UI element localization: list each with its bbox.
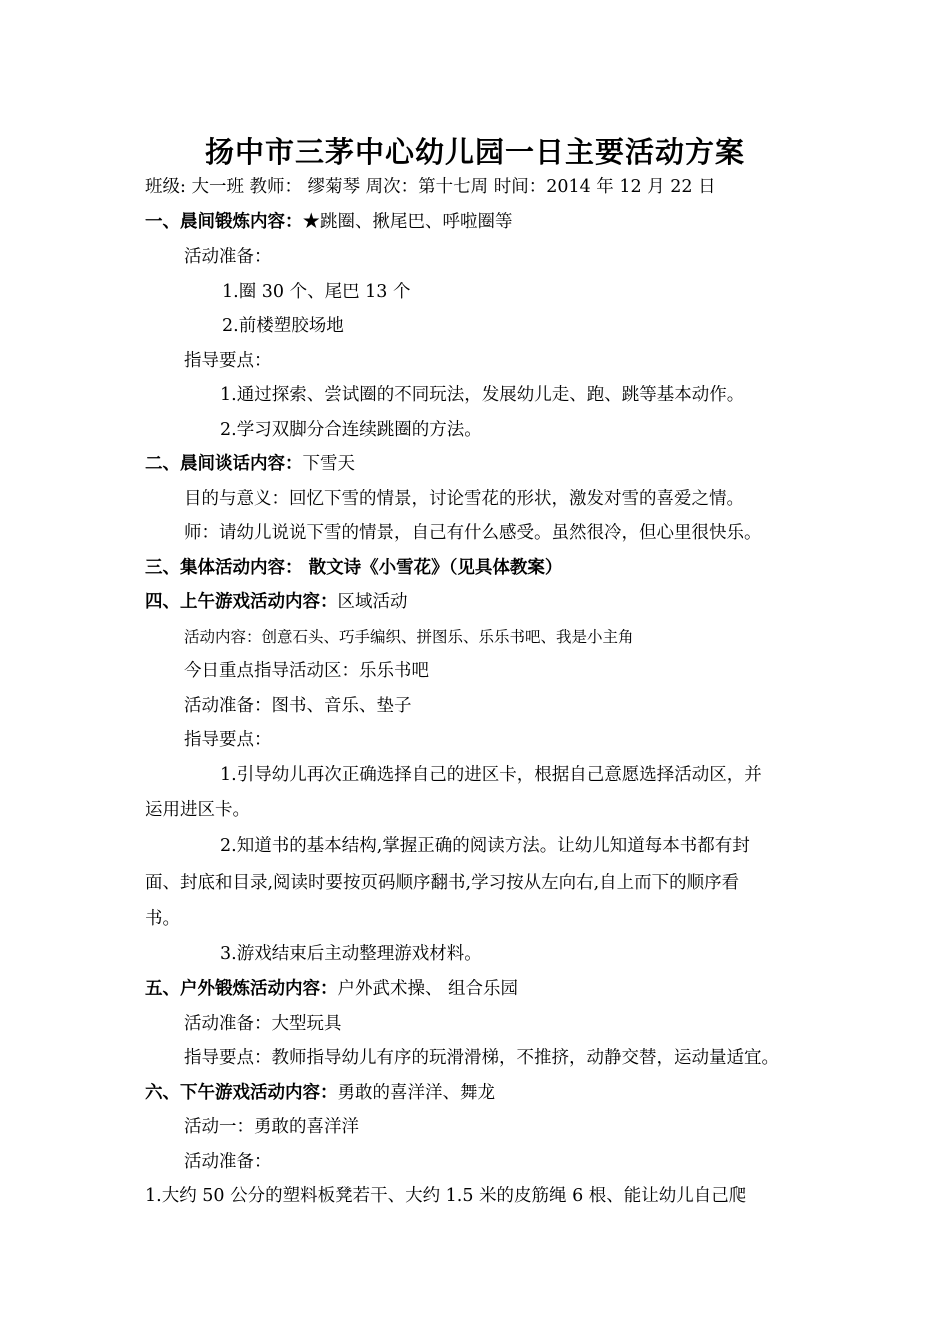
section-1-prep-item: 1.圈 30 个、尾巴 13 个 [222, 282, 411, 302]
section-1-heading [145, 210, 513, 234]
section-4-focus: 今日重点指导活动区：乐乐书吧 [184, 661, 429, 681]
section-3-value: 散文诗《小雪花》（见具体教案） [302, 558, 563, 578]
section-5-guide: 指导要点：教师指导幼儿有序的玩滑滑梯，不推挤，动静交替，运动量适宜。 [184, 1048, 779, 1068]
section-4-guide-item: 1.引导幼儿再次正确选择自己的进区卡，根据自己意愿选择活动区，并 [220, 765, 762, 785]
section-1-label: 一、晨间锻炼内容： [145, 212, 303, 232]
section-6-prep-item: 1.大约 50 公分的塑料板凳若干、大约 1.5 米的皮筋绳 6 根、能让幼儿自己爬 [145, 1186, 747, 1206]
section-4-content: 活动内容：创意石头、巧手编织、拼图乐、乐乐书吧、我是小主角 [184, 628, 634, 646]
class-info-line: 班级: 大一班 教师： 缪菊琴 周次：第十七周 时间：2014 年 12 月 22 日 [145, 177, 716, 197]
section-2-value: 下雪天 [302, 454, 355, 474]
section-5-value: 户外武术操、 组合乐园 [337, 979, 519, 999]
page-title: 扬中市三茅中心幼儿园一日主要活动方案 [204, 135, 745, 169]
section-2-paragraph: 师：请幼儿说说下雪的情景，自己有什么感受。虽然很冷，但心里很快乐。 [184, 523, 762, 543]
section-2-heading [145, 452, 355, 476]
section-1-guide-item: 2.学习双脚分合连续跳圈的方法。 [220, 420, 482, 440]
section-4-prep: 活动准备：图书、音乐、垫子 [184, 696, 412, 716]
section-4-heading [145, 590, 408, 614]
section-1-value: ★跳圈、揪尾巴、呼啦圈等 [302, 212, 513, 232]
section-4-guide-continuation: 面、封底和目录,阅读时要按页码顺序翻书,学习按从左向右,自上而下的顺序看 [145, 873, 740, 893]
section-5-prep: 活动准备：大型玩具 [184, 1014, 342, 1034]
section-4-value: 区域活动 [337, 592, 408, 612]
section-6-value: 勇敢的喜洋洋、舞龙 [337, 1083, 495, 1103]
section-4-guide-item: 3.游戏结束后主动整理游戏材料。 [220, 944, 482, 964]
section-4-label: 四、上午游戏活动内容： [145, 592, 338, 612]
section-1-guide-item: 1.通过探索、尝试圈的不同玩法，发展幼儿走、跑、跳等基本动作。 [220, 385, 745, 405]
section-4-guide-item: 2.知道书的基本结构,掌握正确的阅读方法。让幼儿知道每本书都有封 [220, 836, 750, 856]
section-5-heading [145, 977, 518, 1001]
section-6-label: 六、下午游戏活动内容： [145, 1083, 338, 1103]
section-5-label: 五、户外锻炼活动内容： [145, 979, 338, 999]
section-6-activity-1: 活动一：勇敢的喜洋洋 [184, 1117, 359, 1137]
section-4-guide-label: 指导要点： [184, 730, 272, 750]
section-2-label: 二、晨间谈话内容： [145, 454, 303, 474]
section-3-label: 三、集体活动内容： [145, 558, 303, 578]
section-1-prep-label: 活动准备： [184, 247, 272, 267]
section-1-prep-item: 2.前楼塑胶场地 [222, 316, 344, 336]
section-3-heading [145, 556, 562, 580]
section-4-guide-continuation: 运用进区卡。 [145, 800, 250, 820]
section-6-prep-label: 活动准备： [184, 1152, 272, 1172]
section-4-guide-continuation: 书。 [145, 909, 180, 929]
section-2-paragraph: 目的与意义：回忆下雪的情景，讨论雪花的形状，激发对雪的喜爱之情。 [184, 489, 744, 509]
section-6-heading [145, 1081, 495, 1105]
section-1-guide-label: 指导要点： [184, 351, 272, 371]
